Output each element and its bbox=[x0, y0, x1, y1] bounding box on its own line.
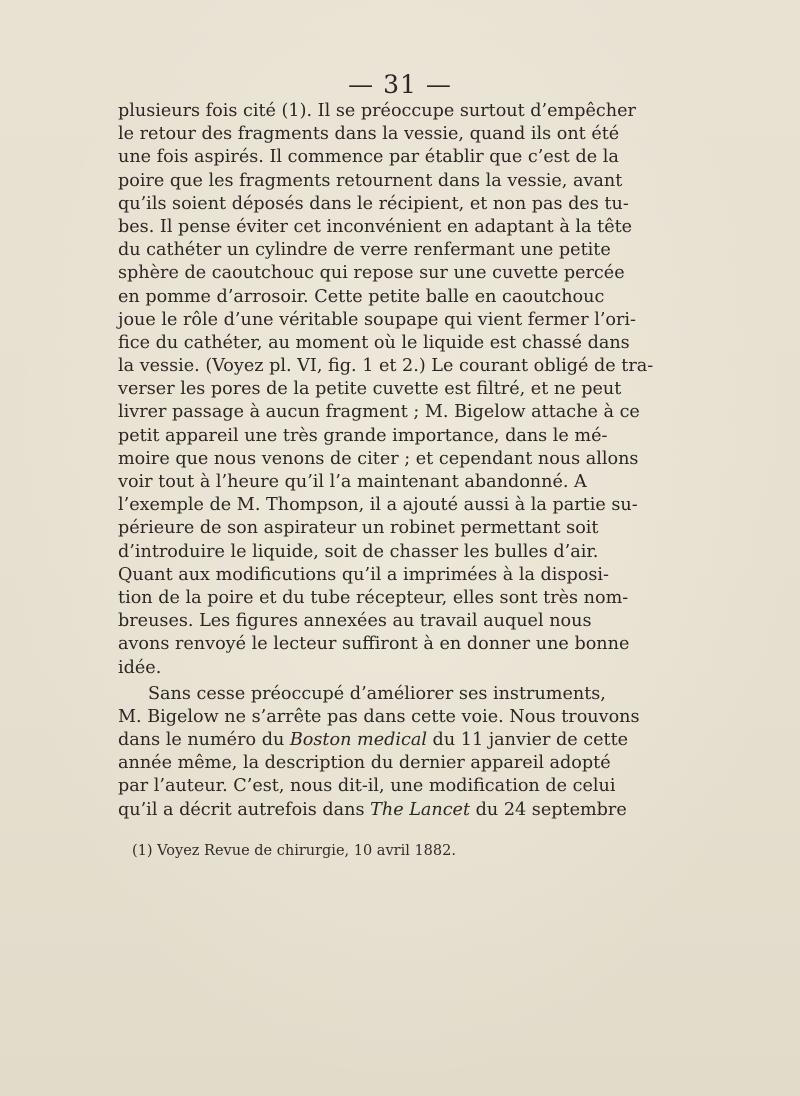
text-line: bes. Il pense éviter cet inconvénient en adaptant à la tête bbox=[118, 216, 633, 237]
text-line: qu’ils soient déposés dans le récipient, et non pas des tu- bbox=[118, 193, 629, 214]
text-line: tion de la poire et du tube récepteur, elles sont très nom- bbox=[118, 587, 629, 608]
text-segment: du 24 septembre bbox=[470, 799, 627, 820]
text-line: d’introduire le liquide, soit de chasser les bulles d’air. bbox=[118, 541, 599, 562]
text-line: année même, la description du dernier appareil adopté bbox=[118, 753, 611, 774]
text-line: verser les pores de la petite cuvette est filtré, et ne peut bbox=[118, 379, 622, 400]
text-line: en pomme d’arrosoir. Cette petite balle en caoutchouc bbox=[118, 286, 605, 307]
text-line: moire que nous venons de citer ; et cependant nous allons bbox=[118, 448, 639, 469]
text-line: fice du cathéter, au moment où le liquide est chassé dans bbox=[118, 332, 630, 353]
paragraph-2 bbox=[118, 683, 640, 822]
text-line: voir tout à l’heure qu’il l’a maintenant abandonné. A bbox=[118, 472, 587, 492]
paragraph-1 bbox=[118, 100, 654, 680]
text-line: breuses. Les figures annexées au travail auquel nous bbox=[118, 611, 592, 632]
text-line: avons renvoyé le lecteur suffiront à en donner une bonne bbox=[118, 634, 630, 655]
text-line: la vessie. (Voyez pl. VI, fig. 1 et 2.) Le courant obligé de tra- bbox=[118, 356, 654, 377]
text-line: poire que les fragments retournent dans la vessie, avant bbox=[118, 170, 623, 191]
text-line: idée. bbox=[118, 657, 162, 678]
text-line: M. Bigelow ne s’arrête pas dans cette voie. Nous trouvons bbox=[118, 706, 640, 727]
text-line: l’exemple de M. Thompson, il a ajouté aussi à la partie su- bbox=[118, 495, 638, 516]
text-line: petit appareil une très grande importance, dans le mé- bbox=[118, 425, 608, 446]
page-number: — 31 — bbox=[348, 70, 452, 99]
text-line bbox=[118, 799, 627, 822]
text-segment: dans le numéro du bbox=[118, 730, 290, 751]
text-line bbox=[118, 729, 629, 752]
text-line: du cathéter un cylindre de verre renfermant une petite bbox=[118, 240, 611, 261]
text-line: Quant aux modificutions qu’il a imprimées à la disposi- bbox=[118, 564, 609, 585]
text-segment: du 11 janvier de cette bbox=[426, 730, 629, 751]
text-line: Sans cesse préoccupé d’améliorer ses instruments, bbox=[148, 683, 606, 704]
text-line: une fois aspirés. Il commence par établir que c’est de la bbox=[118, 147, 619, 168]
text-segment: qu’il a décrit autrefois dans bbox=[118, 799, 371, 820]
body-text bbox=[118, 100, 654, 822]
text-line: joue le rôle d’une véritable soupape qui vient fermer l’ori- bbox=[118, 309, 636, 330]
text-line: par l’auteur. C’est, nous dit-il, une modification de celui bbox=[118, 776, 616, 797]
text-line: le retour des fragments dans la vessie, quand ils ont été bbox=[118, 124, 620, 145]
journal-title: The Lancet bbox=[370, 799, 471, 820]
text-line: périeure de son aspirateur un robinet permettant soit bbox=[118, 518, 599, 539]
text-line: plusieurs fois cité (1). Il se préoccupe surtout d’empêcher bbox=[118, 101, 636, 121]
text-line: livrer passage à aucun fragment ; M. Bigelow attache à ce bbox=[118, 402, 640, 423]
text-line: sphère de caoutchouc qui repose sur une cuvette percée bbox=[118, 263, 625, 284]
journal-title: Boston medical bbox=[289, 730, 427, 751]
footnote: (1) Voyez Revue de chirurgie, 10 avril 1882. bbox=[132, 843, 456, 859]
